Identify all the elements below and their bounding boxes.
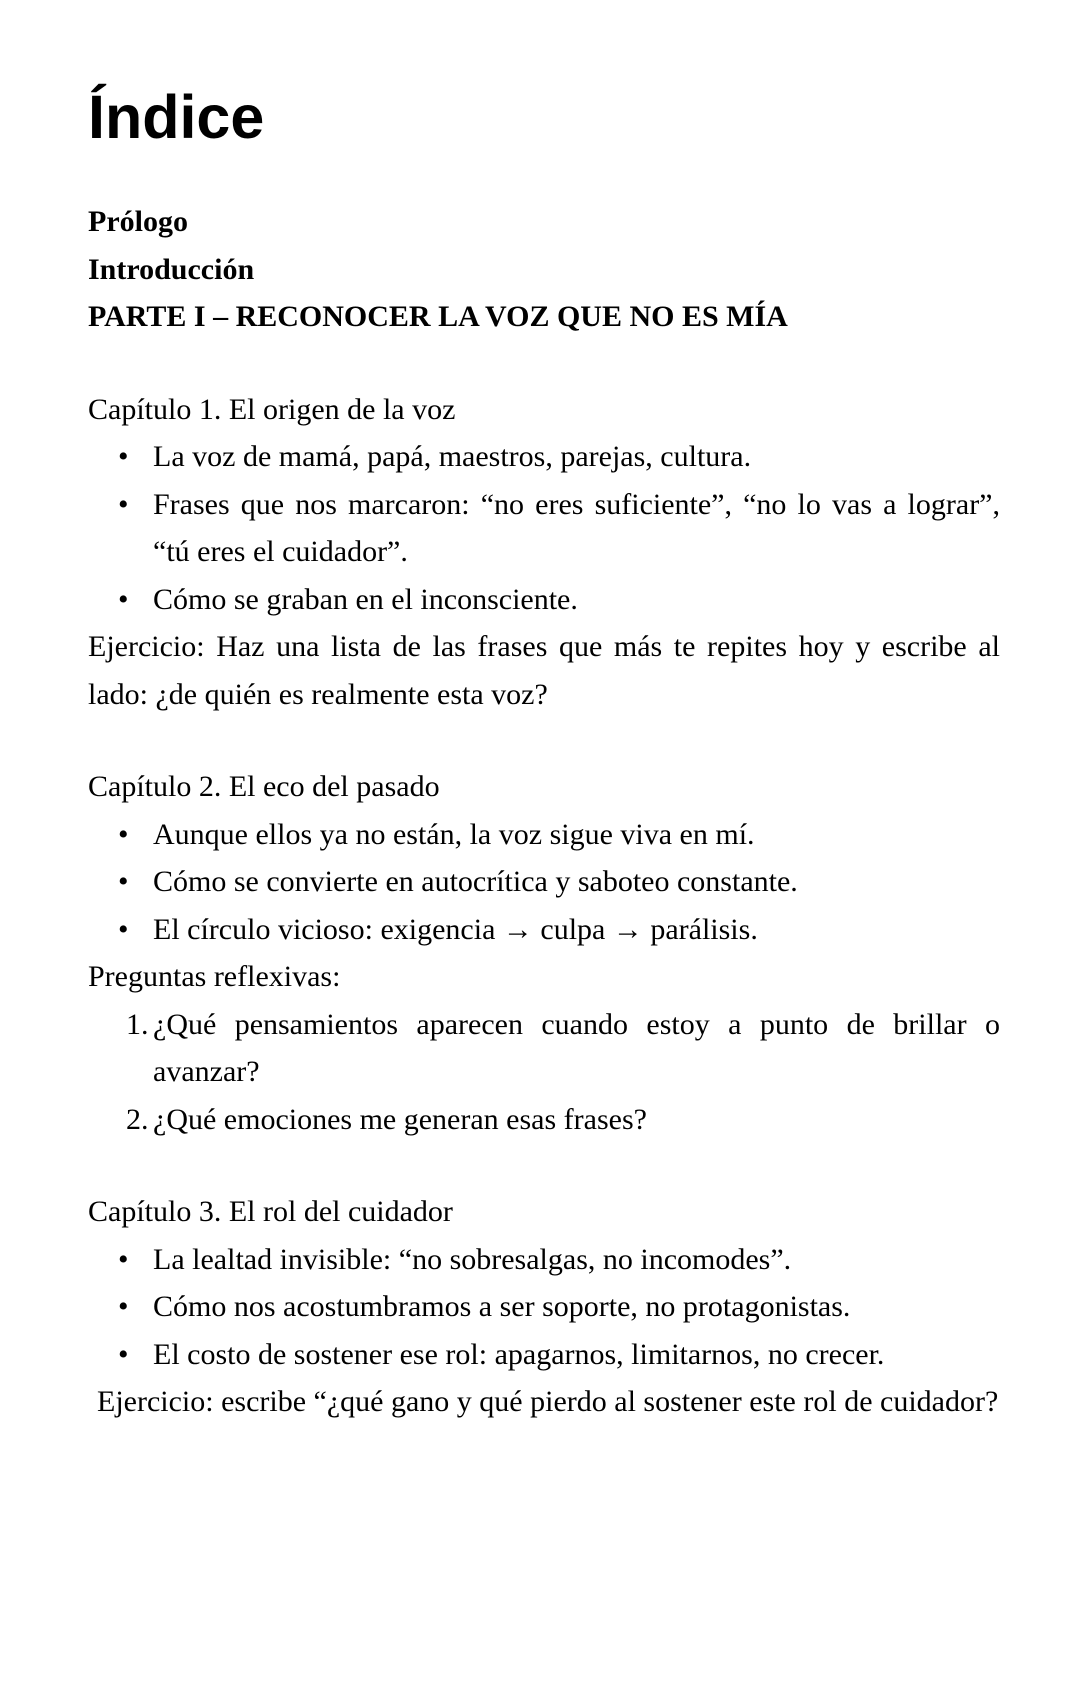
section-capitulo-3 xyxy=(88,1188,1000,1426)
exercise-paragraph: Ejercicio: Haz una lista de las frases que más te repites hoy y escribe al lado: ¿de quién es realmente esta voz? xyxy=(88,630,1000,711)
list-item xyxy=(88,433,1000,481)
list-item-text: La lealtad invisible: “no sobresalgas, no incomodes”. xyxy=(153,1242,792,1276)
questions-label: Preguntas reflexivas: xyxy=(88,960,341,993)
bullet-icon: • xyxy=(118,582,129,616)
item-number: 2. xyxy=(126,1102,149,1136)
list-item-text: Cómo se convierte en autocrítica y saboteo constante. xyxy=(153,865,798,898)
list-item-text: Aunque ellos ya no están, la voz sigue viva en mí. xyxy=(153,817,755,851)
questions-list xyxy=(88,1001,1000,1144)
bullet-icon: • xyxy=(118,865,129,898)
numbered-item-text: ¿Qué emociones me generan esas frases? xyxy=(153,1102,647,1136)
numbered-item xyxy=(88,1096,1000,1144)
list-item-text: Cómo nos acostumbramos a ser soporte, no protagonistas. xyxy=(153,1290,851,1323)
page-title: Índice xyxy=(88,83,265,151)
list-item xyxy=(88,811,1000,859)
list-item-text: La voz de mamá, papá, maestros, parejas, cultura. xyxy=(153,440,752,473)
bullet-icon: • xyxy=(118,1337,129,1371)
chapter-2-heading: Capítulo 2. El eco del pasado xyxy=(88,770,440,803)
bullet-icon: • xyxy=(118,912,129,946)
chapter-2-bullet-list xyxy=(88,811,1000,954)
chapter-1-bullet-list xyxy=(88,433,1000,623)
front-matter-introduccion: Introducción xyxy=(88,252,255,286)
bullet-icon: • xyxy=(118,440,129,473)
numbered-item xyxy=(88,1001,1000,1096)
list-item xyxy=(88,1331,1000,1379)
list-item xyxy=(88,1283,1000,1331)
item-number: 1. xyxy=(126,1007,149,1041)
section-capitulo-2 xyxy=(88,763,1000,1143)
list-item-text: Frases que nos marcaron: “no eres suficiente”, “no lo vas a lograr”, “tú eres el cuidador”. xyxy=(153,487,1000,568)
bullet-icon: • xyxy=(118,1290,129,1323)
bullet-icon: • xyxy=(118,817,129,851)
chapter-3-bullet-list xyxy=(88,1236,1000,1379)
chapter-3-heading: Capítulo 3. El rol del cuidador xyxy=(88,1195,453,1228)
section-capitulo-1 xyxy=(88,386,1000,719)
numbered-item-text: ¿Qué pensamientos aparecen cuando estoy a punto de brillar o avanzar? xyxy=(153,1007,1000,1088)
list-item-text: El costo de sostener ese rol: apagarnos, limitarnos, no crecer. xyxy=(153,1337,885,1371)
exercise-paragraph: Ejercicio: escribe “¿qué gano y qué pierdo al sostener este rol de cuidador? xyxy=(97,1385,999,1418)
front-matter-parte-1: PARTE I – RECONOCER LA VOZ QUE NO ES MÍA xyxy=(88,300,788,333)
bullet-icon: • xyxy=(118,487,129,521)
list-item xyxy=(88,1236,1000,1284)
list-item-text: El círculo vicioso: exigencia → culpa → parálisis. xyxy=(153,912,758,946)
list-item xyxy=(88,481,1000,576)
list-item xyxy=(88,576,1000,624)
list-item xyxy=(88,858,1000,906)
bullet-icon: • xyxy=(118,1242,129,1276)
front-matter-prologo: Prólogo xyxy=(88,205,188,238)
list-item-text: Cómo se graban en el inconsciente. xyxy=(153,582,578,616)
chapter-1-heading: Capítulo 1. El origen de la voz xyxy=(88,392,456,426)
list-item xyxy=(88,906,1000,954)
